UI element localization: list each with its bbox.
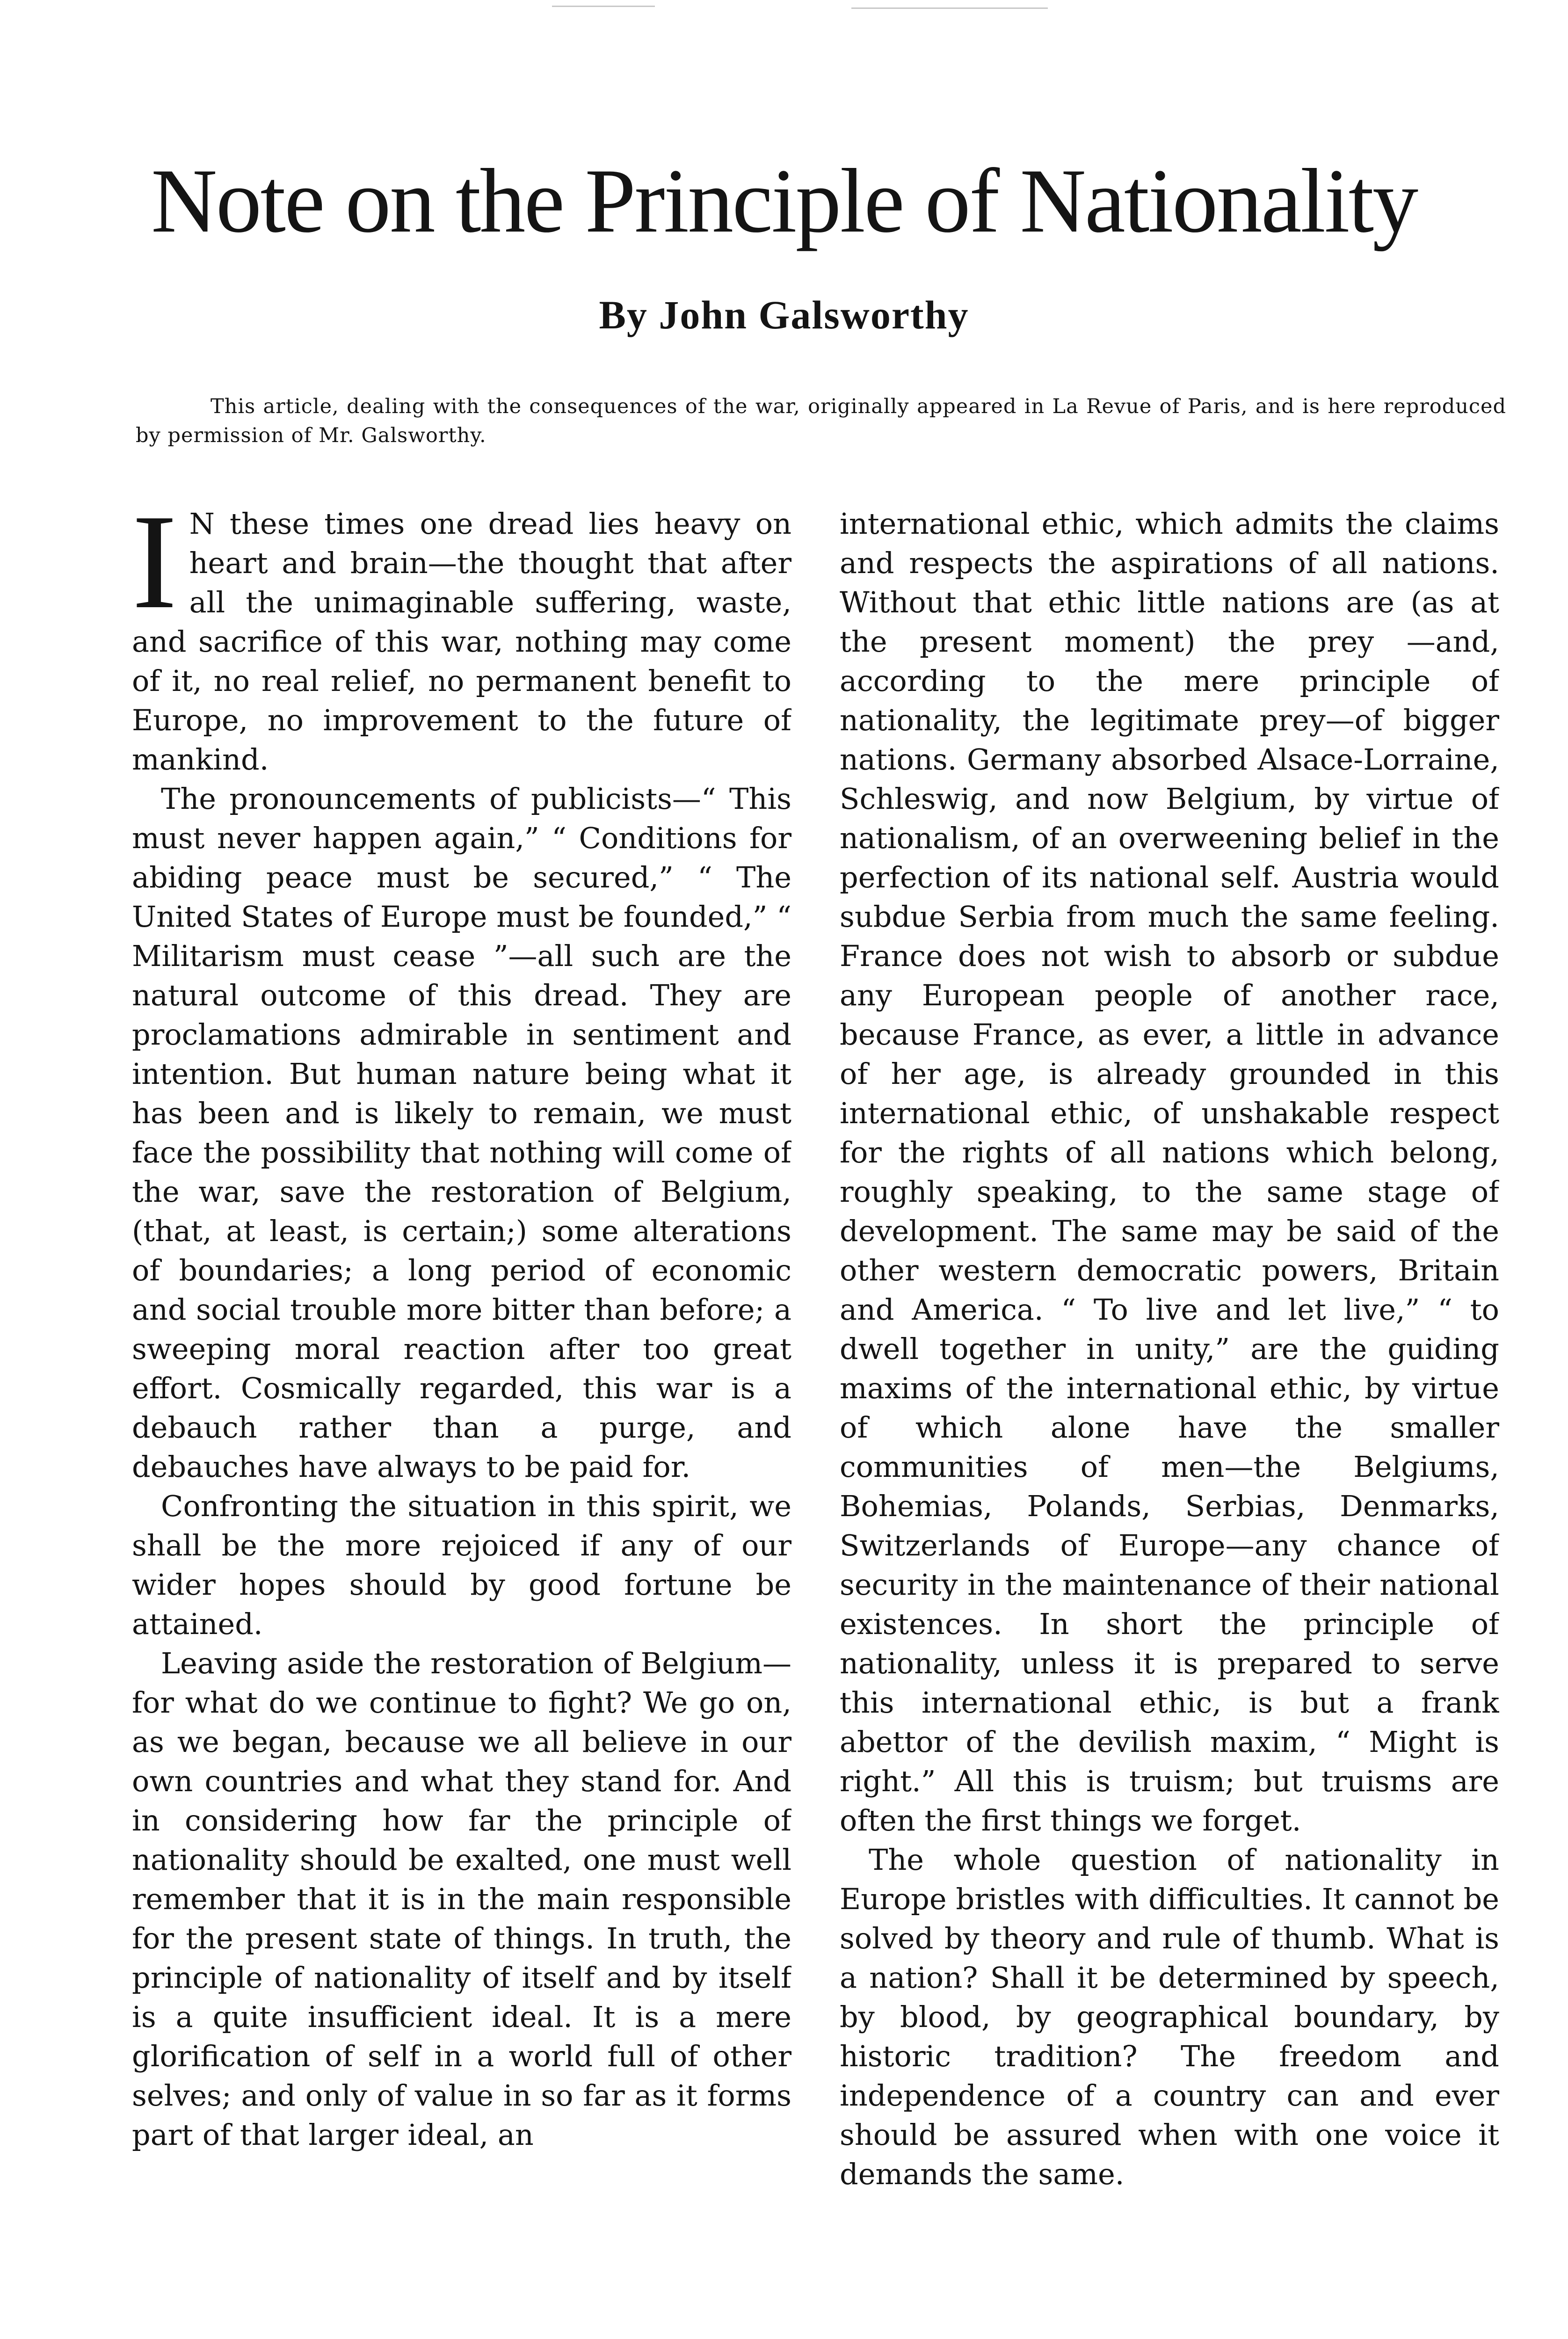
scan-artifact-top-right [851, 7, 1048, 9]
drop-cap: I [132, 504, 177, 637]
article-title: Note on the Principle of Nationality [151, 150, 1417, 252]
scan-artifact-top [552, 6, 655, 7]
article-intro-note: This article, dealing with the consequences of the war, originally appeared in La Revue of Paris, and is here reproduced by permission of Mr. Galsworthy. [136, 395, 1506, 447]
opening-paragraph-text: N these times one dread lies heavy on heart and brain—the thought that after all the unimaginable suffering, waste, and sacrifice of this war, nothing may come of it, no real relief, no permanent benefit to Europe, no improvement to the future of mankind. [132, 507, 791, 777]
left-column [132, 504, 791, 2339]
paragraph: The pronouncements of publicists—“ This must never happen again,” “ Conditions for abiding peace must be secured,” “ The United States of Europe must be founded,” “ Militarism must cease ”—all such are the natural outcome of this dread. They are proclamations admirable in sentiment and intention. But human nature being what it has been and is likely to remain, we must face the possibility that nothing will come of the war, save the restoration of Belgium, (that, at least, is certain;) some alterations of boundaries; a long period of economic and social trouble more bitter than before; a sweeping moral reaction after too great effort. Cosmically regarded, this war is a debauch rather than a purge, and debauches have always to be paid for. [132, 782, 791, 1484]
right-column [840, 504, 1499, 2339]
paragraph: Confronting the situation in this spirit, we shall be the more rejoiced if any of our wider hopes should by good fortune be attained. [132, 1489, 791, 1641]
opening-paragraph [132, 504, 791, 779]
paragraph-continued: international ethic, which admits the claims and respects the aspirations of all nations. Without that ethic little nations are (as at the present moment) the prey —and, according to the mere principle of nationality, the legitimate prey—of bigger nations. Germany absorbed Alsace-Lorraine, Schleswig, and now Belgium, by virtue of nationalism, of an overweening belief in the perfection of its national self. Austria would subdue Serbia from much the same feeling. France does not wish to absorb or subdue any European people of another race, because France, as ever, a little in advance of her age, is already grounded in this international ethic, of unshakable respect for the rights of all nations which belong, roughly speaking, to the same stage of development. The same may be said of the other western democratic powers, Britain and America. “ To live and let live,” “ to dwell together in unity,” are the guiding maxims of the international ethic, by virtue of which alone have the smaller communities of men—the Belgiums, Bohemias, Polands, Serbias, Denmarks, Switzerlands of Europe—any chance of security in the maintenance of their national existences. In short the principle of nationality, unless it is prepared to serve this international ethic, is but a frank abettor of the devilish maxim, “ Might is right.” All this is truism; but truisms are often the first things we forget. [840, 507, 1499, 1838]
paragraph: Leaving aside the restoration of Belgium—for what do we continue to fight? We go on, as we began, because we all believe in our own countries and what they stand for. And in considering how far the principle of nationality should be exalted, one must well remember that it is in the main responsible for the present state of things. In truth, the principle of nationality of itself and by itself is a quite insufficient ideal. It is a mere glorification of self in a world full of other selves; and only of value in so far as it forms part of that larger ideal, an [132, 1646, 791, 2152]
paragraph: The whole question of nationality in Europe bristles with difficulties. It cannot be solved by theory and rule of thumb. What is a nation? Shall it be determined by speech, by blood, by geographical boundary, by historic tradition? The freedom and independence of a country can and ever should be assured when with one voice it demands the same. [840, 1843, 1499, 2191]
article-byline: By John Galsworthy [599, 292, 969, 337]
